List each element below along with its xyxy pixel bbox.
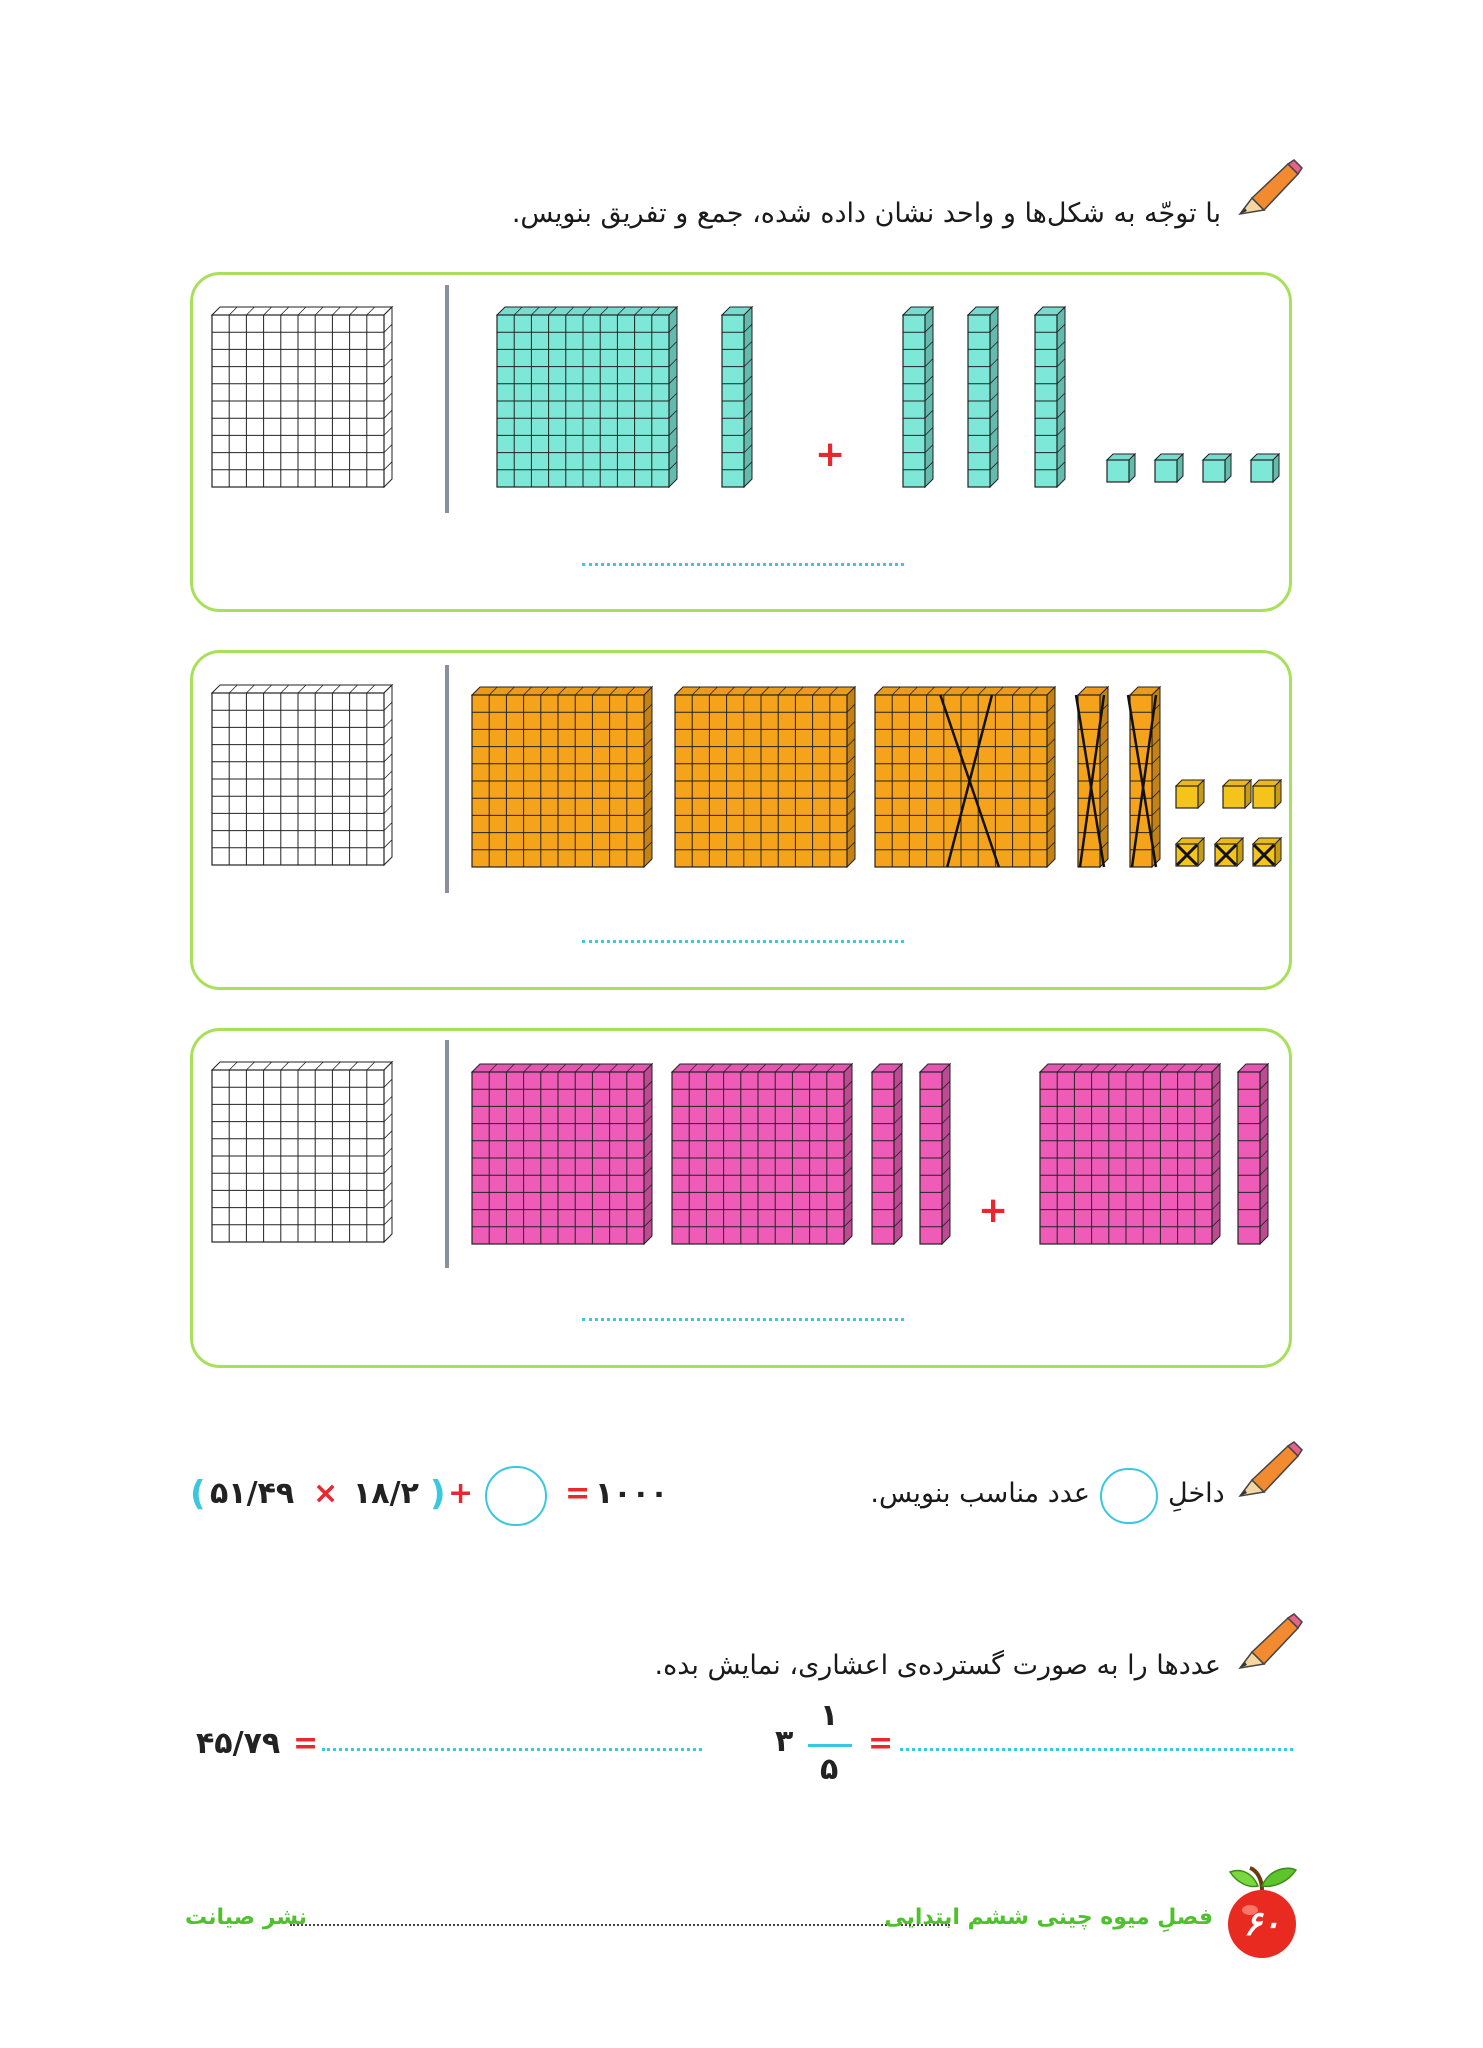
equals-sign: =	[565, 1476, 591, 1511]
flat-block-crossed	[875, 687, 1055, 867]
exercise-3-instruction: عددها را به صورت گسترده‌ی اعشاری، نمایش بده.	[654, 1650, 1221, 1681]
unit-cube	[1176, 780, 1204, 808]
unit-cube	[1251, 454, 1279, 482]
unit-block-3	[212, 1062, 392, 1242]
unit-cube	[1223, 780, 1251, 808]
unit-cube-crossed	[1253, 838, 1281, 866]
unit-cube	[1253, 780, 1281, 808]
times-sign: ×	[313, 1476, 339, 1511]
answer-line-3[interactable]	[582, 1318, 904, 1321]
flat-block	[497, 307, 677, 487]
rod-block	[920, 1064, 950, 1244]
flat-block	[675, 687, 855, 867]
pencil-icon	[1232, 1612, 1304, 1676]
flat-block	[672, 1064, 852, 1244]
unit-cube-crossed	[1215, 838, 1243, 866]
pencil-icon	[1232, 1440, 1304, 1504]
answer-line-right[interactable]	[900, 1748, 1293, 1751]
number-left: ۴۵/۷۹	[196, 1726, 281, 1761]
answer-box[interactable]	[485, 1466, 547, 1526]
blank-circle-sample	[1100, 1468, 1158, 1524]
rod-block	[1238, 1064, 1268, 1244]
operand-b: ۱۸/۲	[353, 1476, 419, 1511]
answer-line-2[interactable]	[582, 940, 904, 943]
flat-block	[1040, 1064, 1220, 1244]
fraction-denominator: ۵	[820, 1752, 839, 1787]
fraction-numerator: ۱	[820, 1698, 839, 1733]
exercise-2-instruction-before: داخلِ	[1168, 1478, 1225, 1509]
exercise-1-instruction: با توجّه به شکل‌ها و واحد نشان داده شده، جمع و تفریق بنویس.	[511, 198, 1221, 229]
page-number: ۶۰	[1243, 1904, 1281, 1944]
mixed-whole: ۳	[775, 1724, 794, 1759]
panel-1-divider	[445, 285, 449, 513]
unit-block-1	[212, 307, 392, 487]
answer-line-1[interactable]	[582, 563, 904, 566]
plus-sign: +	[448, 1476, 474, 1511]
rod-block	[968, 307, 998, 487]
equals-left: =	[293, 1726, 319, 1761]
apple-icon	[1222, 1860, 1302, 1960]
unit-cube-crossed	[1176, 838, 1204, 866]
plus-sign: +	[978, 1190, 1009, 1231]
open-paren: (	[190, 1474, 206, 1514]
exercise-2-instruction-after: عدد مناسب بنویس.	[870, 1478, 1090, 1509]
fraction-bar	[808, 1744, 852, 1747]
equation-row	[190, 1474, 700, 1524]
rod-block	[903, 307, 933, 487]
rod-block-crossed	[1078, 687, 1108, 867]
flat-block	[472, 687, 652, 867]
publisher-name: نشر صیانت	[185, 1905, 308, 1930]
close-paren: )	[430, 1474, 446, 1514]
pencil-icon	[1232, 158, 1304, 222]
flat-block	[472, 1064, 652, 1244]
unit-block-2	[212, 685, 392, 865]
rod-block	[872, 1064, 902, 1244]
unit-cube	[1107, 454, 1135, 482]
rod-block-crossed	[1130, 687, 1160, 867]
unit-cube	[1155, 454, 1183, 482]
rod-block	[722, 307, 752, 487]
rod-block	[1035, 307, 1065, 487]
panel-2-divider	[445, 665, 449, 893]
book-title: فصلِ میوه چینی ششم ابتدایی	[884, 1905, 1213, 1930]
result-value: ۱۰۰۰	[595, 1476, 669, 1511]
footer-dotted-line	[290, 1924, 950, 1926]
equals-right: =	[868, 1726, 894, 1761]
panel-3-divider	[445, 1040, 449, 1268]
answer-line-left[interactable]	[322, 1748, 702, 1751]
operand-a: ۵۱/۴۹	[210, 1476, 295, 1511]
plus-sign: +	[815, 434, 846, 475]
unit-cube	[1203, 454, 1231, 482]
